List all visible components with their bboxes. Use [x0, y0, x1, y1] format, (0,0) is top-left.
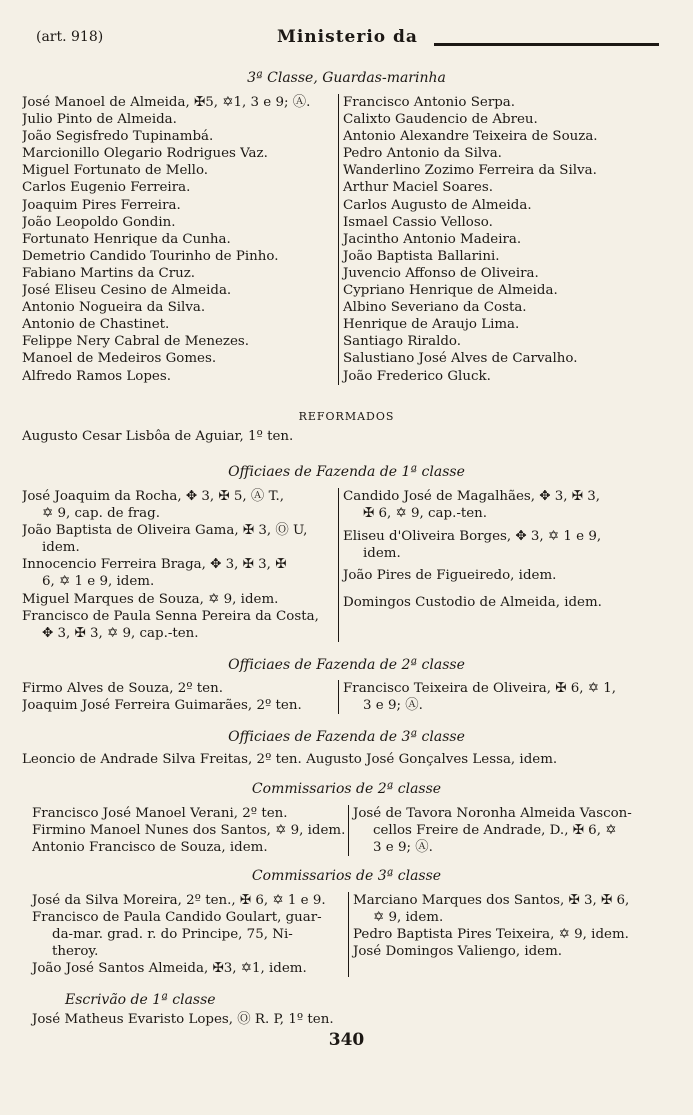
list-item: Joaquim Pires Ferreira. [22, 197, 181, 213]
list-item: Felippe Nery Cabral de Menezes. [22, 334, 250, 350]
section-title-escrivao: Escrivão de 1ª classe [65, 992, 216, 1008]
section-title-commissarios-3: Commissarios de 3ª classe [251, 868, 442, 884]
list-item-continuation: 3 e 9; Ⓐ. [373, 840, 433, 856]
list-item: José Joaquim da Rocha, ✥ 3, ✠ 5, Ⓐ T., [22, 489, 285, 504]
escrivao-entry: José Matheus Evaristo Lopes, Ⓞ R. P, 1º ten. [32, 1012, 334, 1027]
list-item: Francisco José Manoel Verani, 2º ten. [32, 806, 288, 821]
section-title-fazenda-2: Officiaes de Fazenda de 2ª classe [228, 657, 465, 673]
list-item: Miguel Fortunato de Mello. [22, 163, 209, 179]
list-item: Carlos Eugenio Ferreira. [22, 180, 191, 196]
list-item: Salustiano José Alves de Carvalho. [343, 351, 578, 367]
list-item: Candido José de Magalhães, ✥ 3, ✠ 3, [343, 489, 601, 504]
left-column [22, 94, 338, 385]
list-item-continuation: theroy. [52, 944, 99, 960]
list-item-continuation: cellos Freire de Andrade, D., ✠ 6, ✡ [373, 823, 617, 839]
list-item: Pedro Antonio da Silva. [343, 146, 502, 162]
list-item: Calixto Gaudencio de Abreu. [343, 112, 538, 128]
list-item: José de Tavora Noronha Almeida Vascon- [353, 806, 632, 821]
list-item: Francisco Teixeira de Oliveira, ✠ 6, ✡ 1, [343, 681, 616, 696]
list-item-continuation: ✥ 3, ✠ 3, ✡ 9, cap.-ten. [42, 625, 199, 641]
page-number: 340 [328, 1030, 365, 1050]
section-title-guardas-marinha: 3ª Classe, Guardas-marinha [247, 70, 446, 86]
list-item: Francisco de Paula Candido Goulart, guar- [32, 910, 322, 926]
reformados-entry: Augusto Cesar Lisbôa de Aguiar, 1º ten. [22, 429, 294, 444]
list-item: João Segisfredo Tupinambá. [22, 129, 214, 145]
left-column [22, 488, 338, 642]
list-item: Antonio de Chastinet. [22, 317, 170, 333]
section-title-fazenda-3: Officiaes de Fazenda de 3ª classe [228, 729, 465, 745]
list-item: Juvencio Affonso de Oliveira. [343, 265, 539, 281]
list-item-continuation: 3 e 9; Ⓐ. [363, 698, 423, 714]
list-item: Antonio Francisco de Souza, idem. [32, 840, 268, 856]
list-item-continuation: ✡ 9, cap. de frag. [42, 506, 160, 522]
list-item-continuation: idem. [363, 546, 401, 562]
list-item: Firmo Alves de Souza, 2º ten. [22, 681, 223, 696]
right-column [348, 805, 671, 856]
fazenda-1-list [22, 488, 671, 642]
left-column [22, 680, 338, 714]
list-item: José Eliseu Cesino de Almeida. [22, 283, 232, 299]
left-column [22, 805, 348, 856]
list-item: Julio Pinto de Almeida. [22, 112, 177, 128]
list-item: Pedro Baptista Pires Teixeira, ✡ 9, idem. [353, 927, 629, 943]
list-item-continuation: ✠ 6, ✡ 9, cap.-ten. [363, 506, 488, 522]
list-item: João Pires de Figueiredo, idem. [343, 568, 557, 584]
list-item: Domingos Custodio de Almeida, idem. [343, 595, 602, 611]
list-item: Wanderlino Zozimo Ferreira da Silva. [343, 163, 597, 179]
list-item: Antonio Nogueira da Silva. [22, 300, 206, 316]
list-item: Marcionillo Olegario Rodrigues Vaz. [22, 146, 268, 162]
list-item: Francisco Antonio Serpa. [343, 95, 516, 110]
list-item: João Baptista Ballarini. [343, 248, 500, 264]
left-column [22, 892, 348, 977]
list-item: Alfredo Ramos Lopes. [22, 368, 171, 384]
list-item: João Frederico Gluck. [343, 368, 491, 384]
list-item: Miguel Marques de Souza, ✡ 9, idem. [22, 591, 279, 607]
header-rule [434, 43, 659, 46]
fazenda-3-entry: Leoncio de Andrade Silva Freitas, 2º ten. Augusto José Gonçalves Lessa, idem. [22, 752, 558, 767]
commissarios-3-list [22, 892, 671, 977]
section-title-commissarios-2: Commissarios de 2ª classe [251, 781, 442, 797]
list-item: Joaquim José Ferreira Guimarães, 2º ten. [22, 698, 302, 714]
list-item: Ismael Cassio Velloso. [343, 214, 493, 230]
list-item-continuation: da-mar. grad. r. do Principe, 75, Ni- [52, 927, 293, 943]
list-item: João Leopoldo Gondin. [22, 214, 176, 230]
list-item: Henrique de Araujo Lima. [343, 317, 520, 333]
list-item: José Manoel de Almeida, ✠5, ✡1, 3 e 9; Ⓐ. [22, 95, 311, 110]
list-item-continuation: idem. [42, 540, 80, 556]
right-column [338, 680, 671, 714]
fazenda-2-list [22, 680, 671, 714]
list-item: Francisco de Paula Senna Pereira da Costa, [22, 608, 319, 624]
list-item: Jacintho Antonio Madeira. [343, 231, 522, 247]
list-item: Cypriano Henrique de Almeida. [343, 283, 558, 299]
section-title-reformados: REFORMADOS [298, 410, 395, 423]
article-reference: (art. 918) [36, 29, 104, 45]
list-item-continuation: 6, ✡ 1 e 9, idem. [42, 574, 155, 590]
commissarios-2-list [22, 805, 671, 856]
running-header [36, 27, 659, 49]
list-item: João Baptista de Oliveira Gama, ✠ 3, Ⓞ U, [22, 523, 308, 539]
list-item: Santiago Riraldo. [343, 334, 462, 350]
list-item: Fortunato Henrique da Cunha. [22, 231, 231, 247]
right-column [338, 94, 671, 385]
list-item: Marciano Marques dos Santos, ✠ 3, ✠ 6, [353, 893, 630, 908]
list-item: João José Santos Almeida, ✠3, ✡1, idem. [32, 961, 307, 977]
list-item: Carlos Augusto de Almeida. [343, 197, 532, 213]
list-item-continuation: ✡ 9, idem. [373, 910, 444, 926]
list-item: Eliseu d'Oliveira Borges, ✥ 3, ✡ 1 e 9, [343, 529, 602, 545]
list-item: Firmino Manoel Nunes dos Santos, ✡ 9, idem. [32, 823, 346, 839]
list-item: Demetrio Candido Tourinho de Pinho. [22, 248, 279, 264]
right-column [338, 488, 671, 642]
list-item: José da Silva Moreira, 2º ten., ✠ 6, ✡ 1 e 9. [32, 893, 326, 908]
list-item: Antonio Alexandre Teixeira de Souza. [343, 129, 598, 145]
page-title: Ministerio da [277, 27, 418, 47]
list-item: Arthur Maciel Soares. [343, 180, 493, 196]
right-column [348, 892, 671, 977]
section-title-fazenda-1: Officiaes de Fazenda de 1ª classe [228, 464, 465, 480]
list-item: José Domingos Valiengo, idem. [353, 944, 563, 960]
list-item: Albino Severiano da Costa. [343, 300, 527, 316]
guardas-marinha-list [22, 94, 671, 385]
list-item: Innocencio Ferreira Braga, ✥ 3, ✠ 3, ✠ [22, 557, 287, 573]
list-item: Manoel de Medeiros Gomes. [22, 351, 217, 367]
list-item: Fabiano Martins da Cruz. [22, 265, 196, 281]
